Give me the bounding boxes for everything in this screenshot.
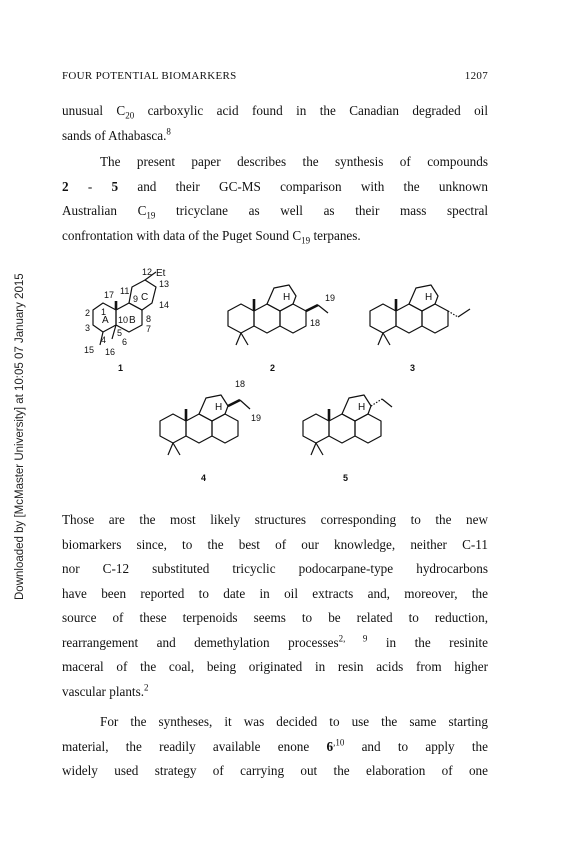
h-label: H (283, 292, 291, 303)
h-label: H (358, 402, 366, 413)
text-line: Australian $C_{19}$ tricyclane as well as their mass spectral (62, 203, 488, 221)
atom-number-17: 17 (104, 290, 115, 300)
atom-number-8: 8 (146, 314, 152, 324)
atom-number-3: 3 (85, 323, 91, 333)
text-line: vascular plants.$^2$ (62, 682, 149, 699)
atom-number-1: 1 (101, 307, 107, 317)
atom-number-7: 7 (146, 324, 152, 334)
compound-number-3: 3 (410, 363, 416, 373)
text-line: unusual $C_{20}$ carboxylic acid found in the Canadian degraded oil (62, 103, 488, 121)
paragraph-2 (62, 150, 488, 248)
atom-number-9: 9 (133, 294, 139, 304)
atom-number-13: 13 (159, 279, 170, 289)
text-line: nor C-12 substituted tricyclic podocarpane-type hydrocarbons (62, 561, 488, 576)
structure-2 (228, 285, 328, 345)
text-line: sands of Athabasca.$^8$ (62, 126, 171, 143)
h-label: H (215, 402, 223, 413)
atom-number-15: 15 (84, 345, 95, 355)
text-line: The present paper describes the synthesis of compounds (100, 154, 488, 169)
atom-number-12: 12 (142, 267, 153, 277)
chemical-structures (60, 263, 500, 493)
structures-figure (60, 263, 500, 493)
ring-label-a: A (102, 315, 109, 326)
text-line: Those are the most likely structures corresponding to the new (62, 512, 488, 527)
compound-number-5: 5 (343, 473, 349, 483)
download-watermark: Downloaded by [McMaster University] at 10:05 07 January 2015 (14, 273, 26, 600)
text-line: 2 - 5 and their GC-MS comparison with the unknown (62, 178, 488, 194)
text-line: material, the readily available enone $6^{,10}$ and to apply the (62, 737, 488, 754)
text-line: have been reported to date in oil extracts and, moreover, the (62, 585, 488, 601)
running-title: FOUR POTENTIAL BIOMARKERS (62, 70, 237, 82)
text-line: biomarkers since, to the best of our knowledge, neither C-11 (62, 536, 488, 552)
atom-number-19: 19 (251, 413, 262, 423)
atom-number-2: 2 (85, 308, 91, 318)
text-line: maceral of the coal, being originated in resin acids from higher (62, 659, 488, 674)
atom-number-18: 18 (235, 379, 246, 389)
compound-number-4: 4 (201, 473, 207, 483)
structure-4 (160, 395, 250, 455)
atom-number-19: 19 (325, 293, 336, 303)
paragraph-3 (62, 508, 488, 704)
atom-number-14: 14 (159, 300, 170, 310)
paragraph-1 (62, 99, 488, 148)
structure-5 (303, 395, 392, 455)
ring-label-b: B (129, 315, 136, 326)
compound-number-2: 2 (270, 363, 276, 373)
structure-3 (370, 285, 470, 345)
text-line: For the syntheses, it was decided to use the same starting (100, 714, 488, 729)
text-line: rearrangement and demethylation processes$^{2, 9}$ in the resinite (62, 633, 489, 650)
page-number: 1207 (464, 70, 488, 82)
atom-number-11: 11 (120, 286, 130, 296)
text-line: widely used strategy of carrying out the elaboration of one (62, 763, 488, 778)
atom-number-4: 4 (101, 335, 107, 345)
atom-number-6: 6 (122, 337, 128, 347)
ring-label-c: C (141, 292, 149, 303)
text-line: source of these terpenoids seems to be related to reduction, (62, 610, 488, 625)
atom-number-5: 5 (117, 328, 123, 338)
h-label: H (425, 292, 433, 303)
compound-number-1: 1 (118, 363, 124, 373)
paragraph-4 (62, 710, 488, 784)
text-line: confrontation with data of the Puget Sound $C_{19}$ terpanes. (62, 227, 361, 246)
atom-number-16: 16 (105, 347, 116, 357)
atom-number-10: 10 (118, 315, 129, 325)
ethyl-label: Et (156, 268, 166, 279)
atom-number-18: 18 (310, 318, 321, 328)
